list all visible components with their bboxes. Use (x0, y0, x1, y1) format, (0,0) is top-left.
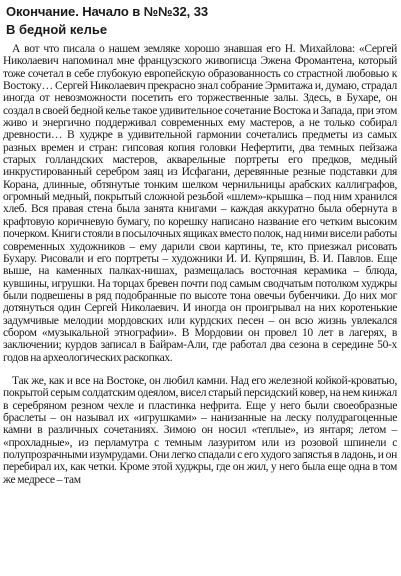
article-title: В бедной келье (6, 22, 108, 37)
article-paragraph-1: А вот что писала о нашем земляке хорошо знавшая его Н. Михайлова: «Сергей Николаевич напоминал мне французского живописца Эжена Фромантена, который тоже сочетал в себе глубокую европейскую образованность со страстной любовью к Востоку… Сергей Николаевич прекрасно знал собрание Эрмитажа и, думаю, страдал иногда от невозможности посетить его торжественные залы. Здесь, в Бухаре, он создал в своей бедной келье такое удивительное сочетание Востока и Запада, при этом живо и энергично поддерживал современных ему мастеров, а не только собирал древности… В худжре в удивительной гармонии сочетались предметы из самых разных времен и стран: гипсовая копия головки Нефертити, два темных пейзажа старых голландских мастеров, акварельные портреты его предков, медный инкрустированный серебром заяц из Исфагани, деревянные резные подставки для Корана, длинные, обтянутые тонким шелком чернильницы арабских каллиграфов, огромный медный, покрытый сложной резьбой «шлем»-крышка – под ним хранился хлеб. Вся правая стена была занята книгами – каждая аккуратно была обернута в крафтовую коричневую бумагу, по корешку написано название его четким высоким почерком. Книги стояли в посылочных ящиках вместо полок, над ними висели работы современных художников – ему дарили свои картины, те, кто приезжал рисовать Бухару. Рисовали и его портреты – художники И. И. Купряшин, В. И. Павлов. Еще выше, на каменных палках-нишах, размещалась восточная керамика – блюда, кувшины, игрушки. На торцах бревен почти под самым сводчатым потолком худжры были подвешены в ряд подобранные по высоте тона овечьи бубенчики. До них мог дотянуться один Сергей Николаевич. И иногда он проигрывал на них коротенькие задумчивые мелодии мордовских или курдских песен – он всю жизнь увлекался сбором «музыкальной этнографии». В Мордовии он провел 10 лет в лагерях, в заключении; курдов записал в Байрам-Али, где работал два сезона в середине 50-х годов на археологических раскопках. (3, 42, 397, 364)
article-body (3, 43, 397, 486)
continuation-label: Окончание. Начало в №№32, 33 (6, 4, 208, 19)
article-paragraph-2: Так же, как и все на Востоке, он любил камни. Над его железной койкой-кроватью, покрытой серым солдатским одеялом, висел старый персидский ковер, на нем кинжал в серебряном резном чехле и пластинка нефрита. Еще у него были своеобразные браслеты – он называл их «игрушками» – нанизанные на леску полудрагоценные камни в различных сочетаниях. Зимою он носил «теплые», из янтаря; летом – «прохладные», из перламутра с темным лазуритом или из розовой шпинели с полупрозрачными изумрудами. Они легко спадали с его худого запястья в ладонь, и он перебирал их, как четки. Кроме этой худжры, где он жил, у него была еще одна в том же медресе – там (3, 373, 397, 486)
